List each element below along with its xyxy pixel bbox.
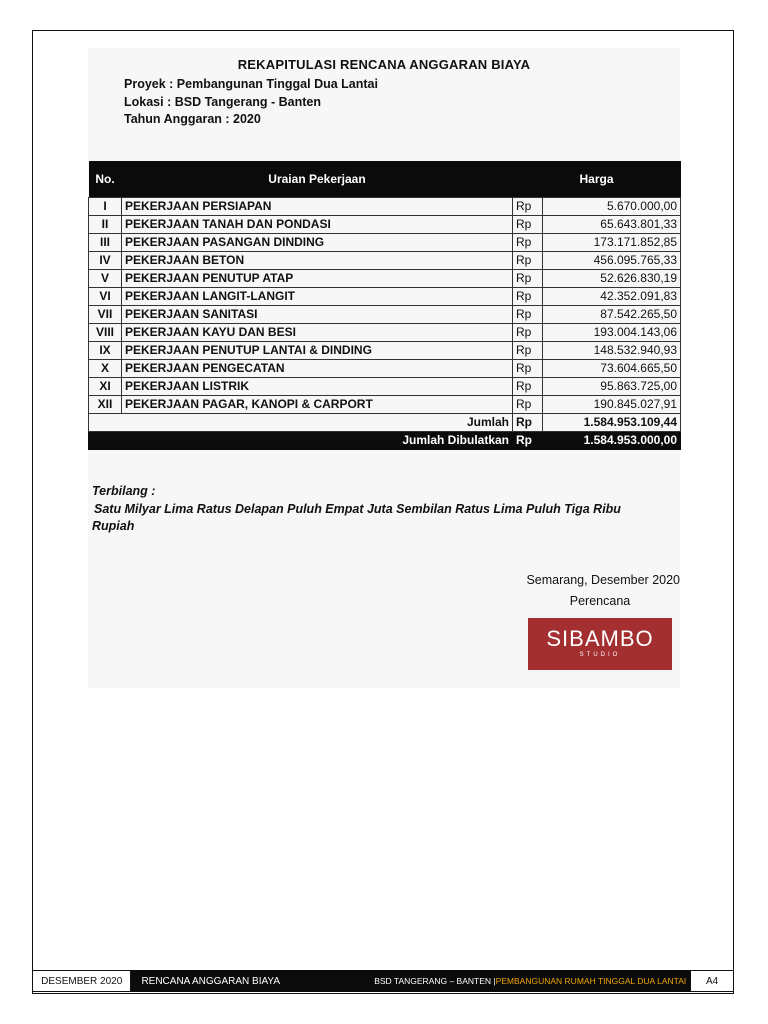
table-row [89, 396, 681, 414]
footer-project [330, 970, 690, 992]
table-row [89, 234, 681, 252]
row-currency: Rp [513, 270, 543, 288]
table-row [89, 288, 681, 306]
footer-page: A4 [690, 970, 734, 992]
row-currency: Rp [513, 234, 543, 252]
row-no: III [89, 234, 122, 252]
row-currency: Rp [513, 306, 543, 324]
row-amount: 456.095.765,33 [543, 252, 681, 270]
project-name: Proyek : Pembangunan Tinggal Dua Lantai [124, 77, 378, 91]
terbilang-label: Terbilang : [92, 484, 156, 498]
row-no: II [89, 216, 122, 234]
row-desc: PEKERJAAN PENUTUP LANTAI & DINDING [122, 342, 513, 360]
row-desc: PEKERJAAN PENUTUP ATAP [122, 270, 513, 288]
row-no: VII [89, 306, 122, 324]
row-desc: PEKERJAAN LISTRIK [122, 378, 513, 396]
rounded-total-currency: Rp [513, 432, 543, 450]
row-desc: PEKERJAAN PAGAR, KANOPI & CARPORT [122, 396, 513, 414]
col-header-uraian: Uraian Pekerjaan [122, 161, 513, 198]
footer-date: DESEMBER 2020 [32, 970, 131, 992]
table-row [89, 216, 681, 234]
place-date: Semarang, Desember 2020 [526, 573, 680, 587]
row-no: XII [89, 396, 122, 414]
signature-role: Perencana [569, 594, 631, 608]
row-amount: 5.670.000,00 [543, 198, 681, 216]
row-amount: 42.352.091,83 [543, 288, 681, 306]
rounded-total-row [89, 432, 681, 450]
terbilang-text: Satu Milyar Lima Ratus Delapan Puluh Empat Juta Sembilan Ratus Lima Puluh Tiga Ribu Rupiah [92, 502, 621, 533]
row-amount: 65.643.801,33 [543, 216, 681, 234]
row-no: I [89, 198, 122, 216]
row-desc: PEKERJAAN TANAH DAN PONDASI [122, 216, 513, 234]
logo-wordmark: SIBAMBO [546, 626, 654, 651]
table-row [89, 198, 681, 216]
table-header-row [89, 161, 681, 198]
rounded-total-label: Jumlah Dibulatkan [89, 432, 513, 450]
footer-location: BSD TANGERANG – BANTEN | [374, 976, 496, 986]
row-currency: Rp [513, 360, 543, 378]
row-currency: Rp [513, 288, 543, 306]
row-desc: PEKERJAAN SANITASI [122, 306, 513, 324]
row-amount: 87.542.265,50 [543, 306, 681, 324]
row-currency: Rp [513, 198, 543, 216]
page-footer [32, 970, 734, 992]
rounded-total-amount: 1.584.953.000,00 [543, 432, 681, 450]
row-no: IX [89, 342, 122, 360]
col-header-no: No. [89, 161, 122, 198]
table-row [89, 324, 681, 342]
row-no: V [89, 270, 122, 288]
table-row [89, 306, 681, 324]
row-amount: 193.004.143,06 [543, 324, 681, 342]
row-desc: PEKERJAAN KAYU DAN BESI [122, 324, 513, 342]
row-no: VI [89, 288, 122, 306]
col-header-harga: Harga [513, 161, 681, 198]
budget-year: Tahun Anggaran : 2020 [124, 112, 261, 126]
footer-project-name: PEMBANGUNAN RUMAH TINGGAL DUA LANTAI [495, 976, 687, 986]
row-currency: Rp [513, 342, 543, 360]
document-title: REKAPITULASI RENCANA ANGGARAN BIAYA [237, 57, 531, 72]
table-row [89, 252, 681, 270]
row-amount: 52.626.830,19 [543, 270, 681, 288]
row-currency: Rp [513, 396, 543, 414]
row-currency: Rp [513, 378, 543, 396]
project-location: Lokasi : BSD Tangerang - Banten [124, 95, 322, 109]
total-row [89, 414, 681, 432]
row-amount: 190.845.027,91 [543, 396, 681, 414]
row-amount: 95.863.725,00 [543, 378, 681, 396]
row-currency: Rp [513, 324, 543, 342]
row-currency: Rp [513, 216, 543, 234]
row-no: VIII [89, 324, 122, 342]
total-label: Jumlah [89, 414, 513, 432]
row-no: X [89, 360, 122, 378]
table-row [89, 342, 681, 360]
row-no: IV [89, 252, 122, 270]
studio-logo [528, 618, 672, 670]
row-amount: 148.532.940,93 [543, 342, 681, 360]
row-desc: PEKERJAAN LANGIT-LANGIT [122, 288, 513, 306]
row-currency: Rp [513, 252, 543, 270]
row-no: XI [89, 378, 122, 396]
table-row [89, 270, 681, 288]
logo-subtitle: STUDIO [579, 652, 621, 658]
row-amount: 173.171.852,85 [543, 234, 681, 252]
row-amount: 73.604.665,50 [543, 360, 681, 378]
table-row [89, 360, 681, 378]
table-row [89, 378, 681, 396]
row-desc: PEKERJAAN BETON [122, 252, 513, 270]
row-desc: PEKERJAAN PENGECATAN [122, 360, 513, 378]
budget-table [88, 161, 681, 450]
footer-document: RENCANA ANGGARAN BIAYA [131, 970, 330, 992]
row-desc: PEKERJAAN PASANGAN DINDING [122, 234, 513, 252]
row-desc: PEKERJAAN PERSIAPAN [122, 198, 513, 216]
total-currency: Rp [513, 414, 543, 432]
total-amount: 1.584.953.109,44 [543, 414, 681, 432]
